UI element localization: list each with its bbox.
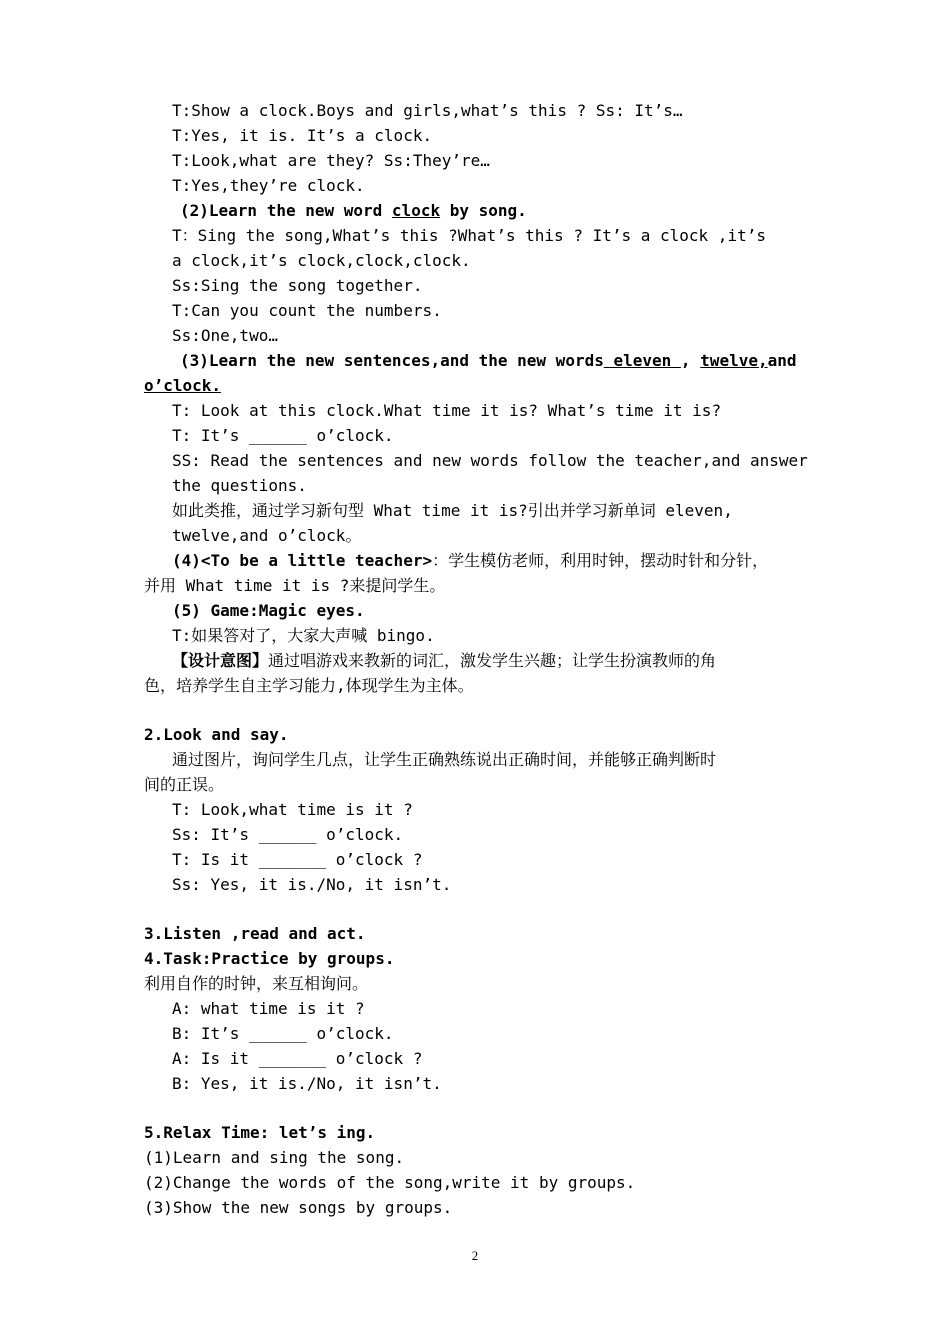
- heading-text: ,: [680, 351, 701, 370]
- underlined-word: clock: [391, 201, 441, 220]
- text-line: T: Look,what time is it ?: [172, 800, 413, 819]
- text-line: T:Show a clock.Boys and girls,what’s this ? Ss: It’s…: [172, 101, 683, 120]
- text-line: a clock,it’s clock,clock,clock.: [172, 251, 471, 270]
- heading-text: (2)Learn the new word: [180, 201, 392, 220]
- design-intent: [172, 648, 837, 673]
- text-line: 利用自作的时钟，来互相询问。: [144, 974, 369, 993]
- text-line: 通过图片，询问学生几点，让学生正确熟练说出正确时间，并能够正确判断时: [172, 750, 717, 769]
- text-line: T：Sing the song,What’s this ?What’s this ? It’s a clock ,it’s: [172, 226, 766, 245]
- section-heading: [180, 198, 845, 223]
- text-line: (3)Show the new songs by groups.: [144, 1198, 453, 1217]
- text-line: T:如果答对了，大家大声喊 bingo.: [172, 626, 435, 645]
- text-line: 色，培养学生自主学习能力,体现学生为主体。: [144, 676, 474, 695]
- text-line: (2)Change the words of the song,write it by groups.: [144, 1173, 636, 1192]
- section-heading-cont: o’clock.: [144, 376, 222, 395]
- design-intent-label: 【设计意图】: [172, 651, 269, 670]
- section-heading: (5) Game:Magic eyes.: [172, 601, 365, 620]
- text-line: B: It’s ______ o’clock.: [172, 1024, 394, 1043]
- heading-text: (4)<To be a little teacher>: [172, 551, 433, 570]
- text-line: Ss: Yes, it is./No, it isn’t.: [172, 875, 452, 894]
- body-text: ：学生模仿老师，利用时钟，摆动时针和分针，: [432, 551, 769, 570]
- text-line: T:Can you count the numbers.: [172, 301, 442, 320]
- page-number: 2: [471, 1248, 479, 1263]
- section-heading: 3.Listen ,read and act.: [144, 924, 366, 943]
- text-line: A: what time is it ?: [172, 999, 365, 1018]
- heading-text: by song.: [440, 201, 527, 220]
- text-line: 如此类推，通过学习新句型 What time it is?引出并学习新单词 eleven,: [172, 501, 733, 520]
- heading-text: and: [767, 351, 797, 370]
- section-heading: 5.Relax Time: let’s ing.: [144, 1123, 376, 1142]
- text-line: A: Is it _______ o’clock ?: [172, 1049, 423, 1068]
- section-heading: [172, 548, 837, 573]
- underlined-word: twelve,: [700, 351, 768, 370]
- text-line: SS: Read the sentences and new words follow the teacher,and answer: [172, 451, 808, 470]
- text-line: T:Yes,they’re clock.: [172, 176, 365, 195]
- text-line: B: Yes, it is./No, it isn’t.: [172, 1074, 442, 1093]
- text-line: Ss:Sing the song together.: [172, 276, 423, 295]
- text-line: 并用 What time it is ?来提问学生。: [144, 576, 446, 595]
- text-line: the questions.: [172, 476, 307, 495]
- text-line: 间的正误。: [144, 775, 225, 794]
- text-line: T:Yes, it is. It’s a clock.: [172, 126, 433, 145]
- text-line: twelve,and o’clock。: [172, 526, 362, 545]
- heading-text: (3)Learn the new sentences,and the new words: [180, 351, 604, 370]
- text-line: T: Look at this clock.What time it is? What’s time it is?: [172, 401, 722, 420]
- text-line: Ss:One,two…: [172, 326, 278, 345]
- section-heading: 2.Look and say.: [144, 725, 289, 744]
- text-line: T: It’s ______ o’clock.: [172, 426, 394, 445]
- body-text: 通过唱游戏来教新的词汇，激发学生兴趣；让学生扮演教师的角: [268, 651, 717, 670]
- text-line: Ss: It’s ______ o’clock.: [172, 825, 404, 844]
- section-heading: [180, 348, 845, 373]
- text-line: (1)Learn and sing the song.: [144, 1148, 405, 1167]
- section-heading: 4.Task:Practice by groups.: [144, 949, 395, 968]
- underlined-word: eleven: [603, 351, 681, 370]
- text-line: T: Is it _______ o’clock ?: [172, 850, 423, 869]
- text-line: T:Look,what are they? Ss:They’re…: [172, 151, 490, 170]
